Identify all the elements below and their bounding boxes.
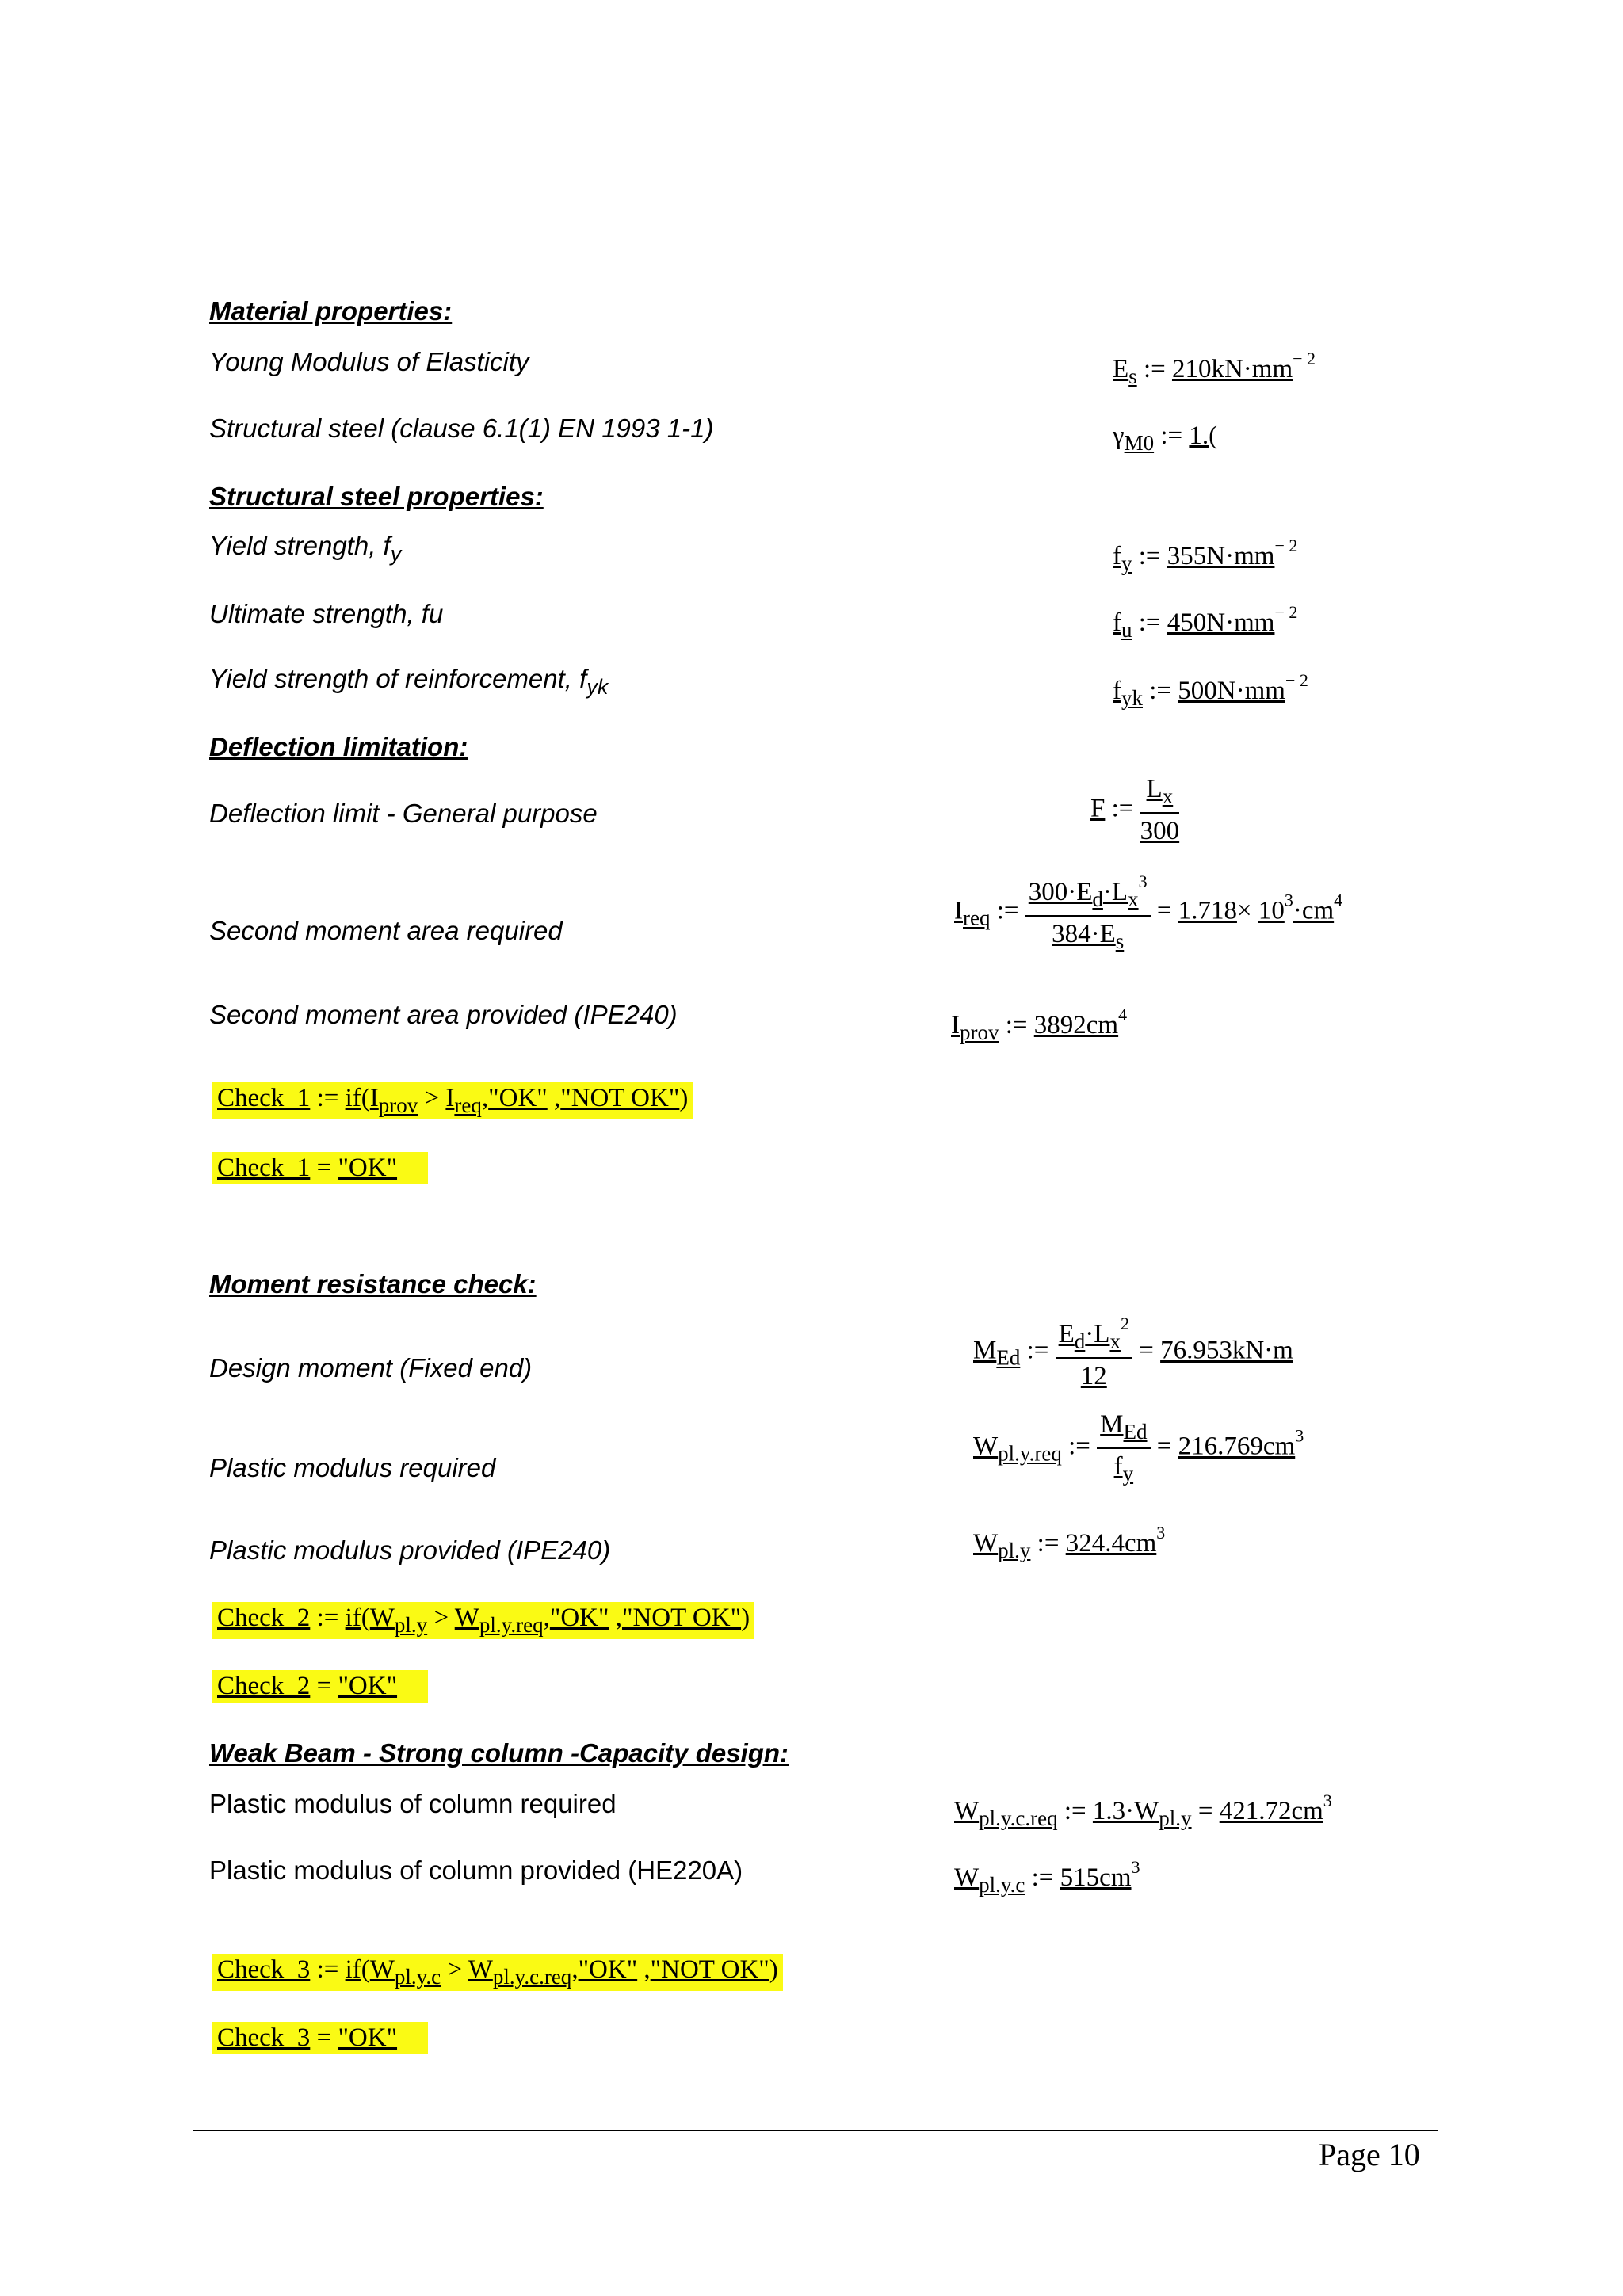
eq-i-provided: $I_{prov}$ := $3892cm^4$ <box>951 1005 1128 1044</box>
check-2-definition: Check_2 := $if(W_{pl.y}$ > $W_{pl.y.req},"OK$" ,"NOT OK") <box>212 1602 754 1639</box>
label-column-modulus-required: Plastic modulus of column required <box>209 1789 617 1818</box>
eq-column-modulus-provided: $W_{pl.y.c}$ := $515cm^3$ <box>954 1857 1140 1897</box>
label-i-required: Second moment area required <box>209 916 563 945</box>
heading-capacity-design: Weak Beam - Strong column -Capacity design: <box>209 1738 789 1768</box>
eq-plastic-required: $W_{pl.y.req}$ := $\frac{M_{Ed}}{f_y}$ = $216.769cm^3$ <box>973 1410 1304 1486</box>
eq-i-required: $I_{req}$ := $\frac{300\cdot E_d\cdot L_x^3}{384\cdot E_s}$ = $1.718\times 10^3\cdot cm^4$ <box>954 871 1343 953</box>
label-ultimate-strength: Ultimate strength, fu <box>209 599 444 628</box>
check-1-definition: Check_1 := $if(I_{prov}$ > $I_{req},"OK$" ,"NOT OK") <box>212 1082 693 1119</box>
eq-gamma-m0: $\gamma_{M0}$ := 1.( <box>1113 421 1218 455</box>
fraction-i-required: $\frac{300\cdot E_d\cdot L_x^3}{384\cdot E_s}$ <box>1025 871 1151 954</box>
eq-yield-strength: $f_y$ := $355N\cdot mm^{- 2}$ <box>1113 536 1298 575</box>
heading-moment-resistance: Moment resistance check: <box>209 1269 537 1299</box>
page-number: Page 10 <box>1319 2137 1420 2172</box>
label-plastic-provided: Plastic modulus provided (IPE240) <box>209 1535 611 1565</box>
heading-steel-properties: Structural steel properties: <box>209 482 544 511</box>
check-3-definition: Check_3 := $if(W_{pl.y.c}$ > $W_{pl.y.c.req},"OK$" ,"NOT OK") <box>212 1954 783 1991</box>
label-i-provided: Second moment area provided (IPE240) <box>209 1000 678 1029</box>
fraction-plastic-required: $\frac{M_{Ed}}{f_y}$ <box>1097 1410 1150 1486</box>
eq-reinforcement-yield: $f_{yk}$ := $500N\cdot mm^{- 2}$ <box>1113 670 1308 710</box>
label-gamma-m0: Structural steel (clause 6.1(1) EN 1993 1-1) <box>209 414 714 443</box>
heading-material-properties: Material properties: <box>209 296 453 326</box>
fraction-design-moment: $\frac{E_d\cdot L_x^2}{12}$ <box>1056 1314 1132 1391</box>
eq-column-modulus-required: $W_{pl.y.c.req}$ := $1.3\cdot W_{pl.y} = 421.72cm^3$ <box>954 1791 1332 1830</box>
eq-plastic-provided: $W_{pl.y}$ := $324.4cm^3$ <box>973 1523 1166 1562</box>
label-young-modulus: Young Modulus of Elasticity <box>209 347 529 376</box>
eq-young-modulus: $E_s$ := $210kN\cdot mm^{- 2}$ <box>1113 349 1316 388</box>
eq-design-moment: $M_{Ed}$ := $\frac{E_d\cdot L_x^2}{12}$ = 76.953kN·m <box>973 1314 1293 1390</box>
label-yield-strength: Yield strength, $f_y$ <box>209 531 402 566</box>
label-design-moment: Design moment (Fixed end) <box>209 1353 533 1383</box>
label-reinforcement-yield: Yield strength of reinforcement, $f_{yk}$ <box>209 664 609 699</box>
check-3-result: Check_3 = "OK" <box>212 2022 428 2054</box>
heading-deflection: Deflection limitation: <box>209 732 468 761</box>
fraction-deflection: $\frac{L_x}{300}$ <box>1140 775 1180 845</box>
eq-deflection-limit: F := $\frac{L_x}{300}$ <box>1090 775 1180 845</box>
check-2-result: Check_2 = "OK" <box>212 1670 428 1703</box>
check-1-result: Check_1 = "OK" <box>212 1152 428 1184</box>
label-deflection-limit: Deflection limit - General purpose <box>209 799 598 828</box>
label-column-modulus-provided: Plastic modulus of column provided (HE220A) <box>209 1855 743 1885</box>
label-plastic-required: Plastic modulus required <box>209 1453 496 1482</box>
eq-ultimate-strength: $f_u$ := $450N\cdot mm^{- 2}$ <box>1113 602 1298 642</box>
footer-divider <box>193 2130 1438 2131</box>
